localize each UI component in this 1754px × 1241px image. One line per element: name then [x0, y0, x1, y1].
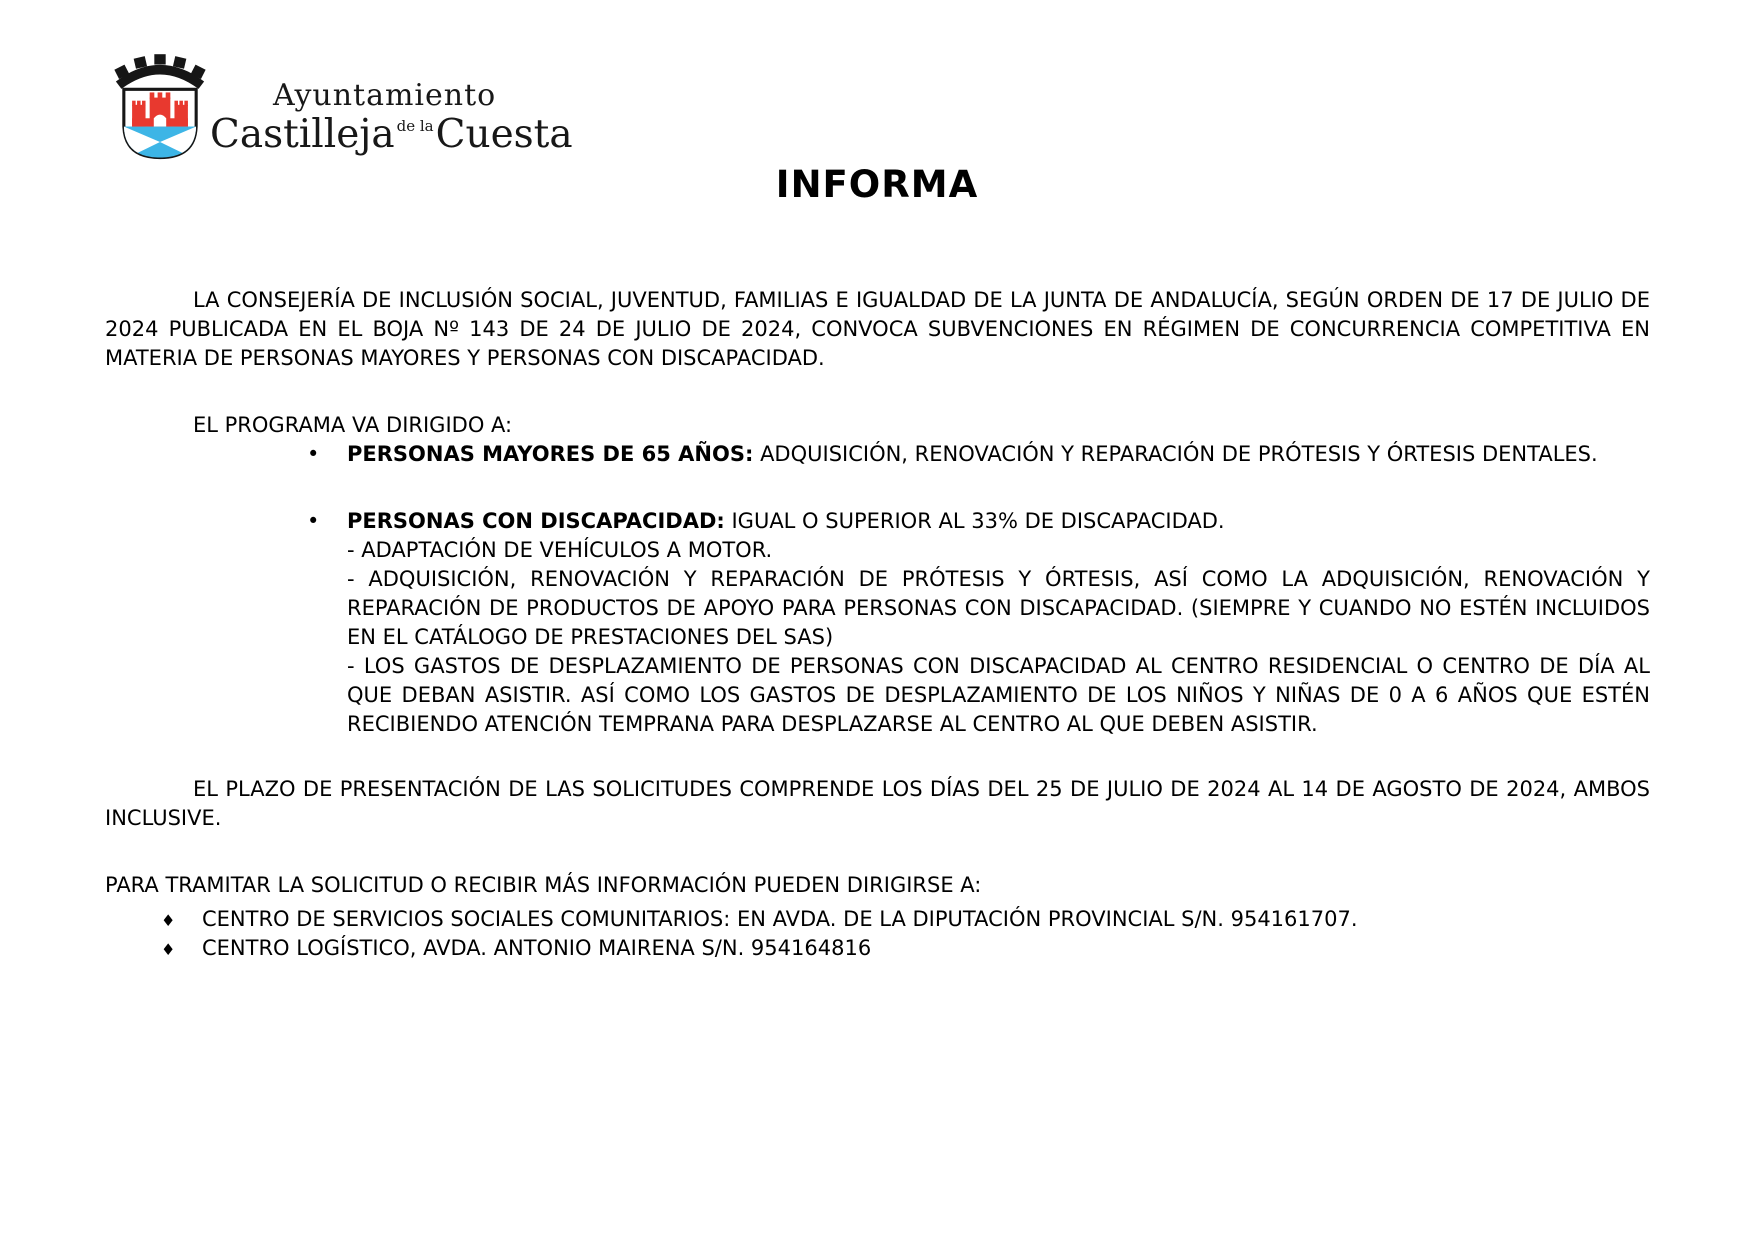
program-bullet-detail: - LOS GASTOS DE DESPLAZAMIENTO DE PERSONAS CON DISCAPACIDAD AL CENTRO RESIDENCIAL O CENTRO DE DÍA AL QUE DEBAN ASISTIR. ASÍ COMO LOS GASTOS DE DESPLAZAMIENTO DE LOS NIÑOS Y NIÑAS DE 0 A 6 AÑOS QUE ESTÉN RECIBIENDO ATENCIÓN TEMPRANA PARA DESPLAZARSE AL CENTRO AL QUE DEBEN ASISTIR.: [347, 654, 1650, 736]
document-body: [105, 286, 1650, 963]
contact-list: [105, 905, 1650, 963]
municipal-logo: [108, 48, 608, 178]
bullet-label: PERSONAS MAYORES DE 65 AÑOS:: [347, 442, 754, 466]
program-bullet-detail: - ADQUISICIÓN, RENOVACIÓN Y REPARACIÓN DE PRÓTESIS Y ÓRTESIS, ASÍ COMO LA ADQUISICIÓN, RENOVACIÓN Y REPARACIÓN DE PRODUCTOS DE APOYO PARA PERSONAS CON DISCAPACIDAD. (SIEMPRE Y CUANDO NO ESTÉN INCLUIDOS EN EL CATÁLOGO DE PRESTACIONES DEL SAS): [347, 567, 1650, 649]
intro-paragraph: LA CONSEJERÍA DE INCLUSIÓN SOCIAL, JUVENTUD, FAMILIAS E IGUALDAD DE LA JUNTA DE ANDALUCÍA, SEGÚN ORDEN DE 17 DE JULIO DE 2024 PUBLICADA EN EL BOJA Nº 143 DE 24 DE JULIO DE 2024, CONVOCA SUBVENCIONES EN RÉGIMEN DE CONCURRENCIA COMPETITIVA EN MATERIA DE PERSONAS MAYORES Y PERSONAS CON DISCAPACIDAD.: [105, 288, 1650, 370]
diamond-bullet-icon: ♦: [161, 911, 176, 930]
contact-item-logistics-center: ♦ CENTRO LOGÍSTICO, AVDA. ANTONIO MAIRENA S/N. 954164816: [105, 934, 1650, 963]
program-bullet-text: PERSONAS CON DISCAPACIDAD: IGUAL O SUPERIOR AL 33% DE DISCAPACIDAD.: [347, 509, 1225, 533]
logo-org-name: Ayuntamiento: [273, 78, 497, 113]
logo-infix: de la: [396, 117, 434, 135]
program-bullet-text: PERSONAS MAYORES DE 65 AÑOS: ADQUISICIÓN, RENOVACIÓN Y REPARACIÓN DE PRÓTESIS Y ÓRTESIS DENTALES.: [347, 442, 1598, 466]
deadline-paragraph: EL PLAZO DE PRESENTACIÓN DE LAS SOLICITUDES COMPRENDE LOS DÍAS DEL 25 DE JULIO DE 2024 AL 14 DE AGOSTO DE 2024, AMBOS INCLUSIVE.: [105, 777, 1650, 830]
contact-heading: PARA TRAMITAR LA SOLICITUD O RECIBIR MÁS INFORMACIÓN PUEDEN DIRIGIRSE A:: [105, 873, 982, 897]
mural-crown-icon: [114, 54, 205, 85]
contact-item-social-services: ♦ CENTRO DE SERVICIOS SOCIALES COMUNITARIOS: EN AVDA. DE LA DIPUTACIÓN PROVINCIAL S/N. 954161707.: [105, 905, 1650, 934]
document-title: INFORMA: [775, 163, 979, 206]
bullet-icon: •: [307, 442, 320, 466]
bullet-label: PERSONAS CON DISCAPACIDAD:: [347, 509, 725, 533]
water-pattern: [124, 127, 196, 160]
program-bullet-seniors: [105, 440, 1650, 469]
castle-door: [154, 115, 166, 127]
bullet-icon: •: [307, 509, 320, 533]
program-bullet-disability: [105, 507, 1650, 739]
logo-municipality-name: Castilleja $^{de la}$Cuesta: [210, 112, 573, 157]
program-bullet-list: [105, 440, 1650, 739]
program-bullet-detail: - ADAPTACIÓN DE VEHÍCULOS A MOTOR.: [347, 538, 773, 562]
program-heading: EL PROGRAMA VA DIRIGIDO A:: [193, 413, 513, 437]
coat-of-arms-icon: [108, 48, 212, 172]
diamond-bullet-icon: ♦: [161, 940, 176, 959]
